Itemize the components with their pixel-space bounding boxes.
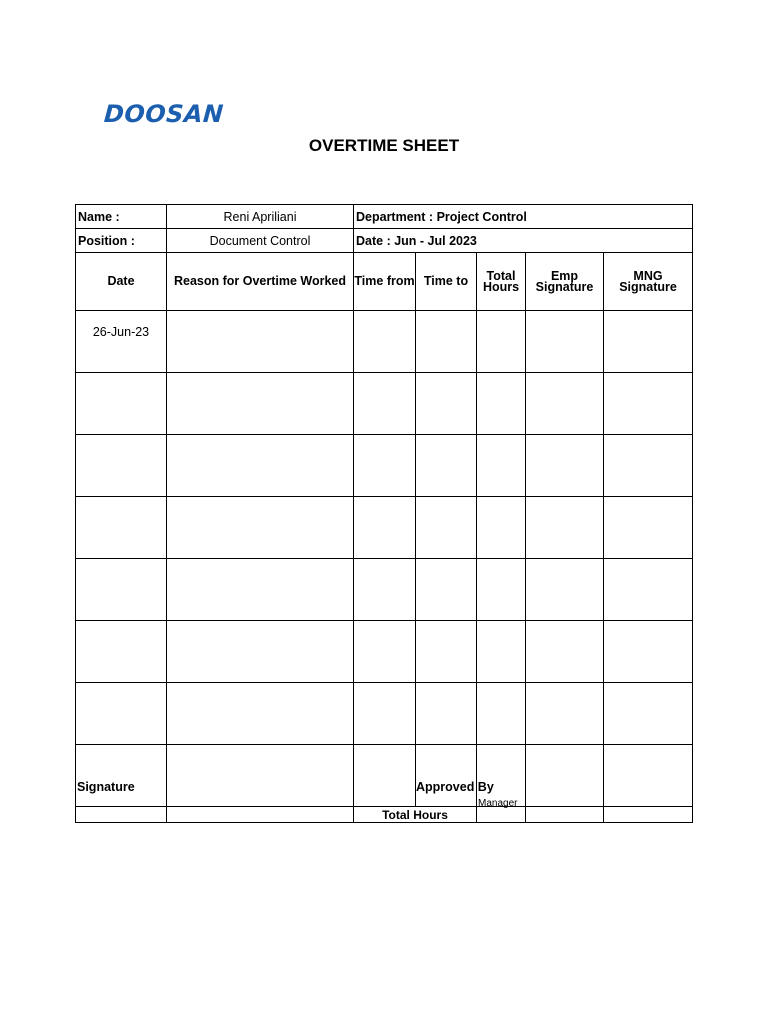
col-header-date: Date (76, 253, 167, 311)
row-reason-cell[interactable] (167, 683, 354, 745)
row-emp-signature-cell[interactable] (526, 683, 604, 745)
row-mng-signature-cell[interactable] (604, 373, 693, 435)
total-row (76, 807, 693, 823)
manager-label: Manager (478, 798, 518, 809)
row-date-cell[interactable] (76, 497, 167, 559)
row-total-hours-cell[interactable] (477, 559, 526, 621)
row-total-hours-cell[interactable] (477, 373, 526, 435)
total-row-blank-cell (76, 807, 167, 823)
total-row-blank-cell (604, 807, 693, 823)
row-reason-cell[interactable] (167, 621, 354, 683)
total-hours-label: Total Hours (354, 807, 477, 823)
row-mng-signature-cell[interactable] (604, 745, 693, 807)
page-title: OVERTIME SHEET (308, 136, 460, 155)
position-row (76, 229, 693, 253)
department-field: Department : Project Control (354, 205, 693, 229)
col-header-emp-signature: Emp Signature (526, 253, 604, 311)
row-time-to-cell[interactable] (416, 497, 477, 559)
total-row-blank-cell (167, 807, 354, 823)
row-mng-signature-cell[interactable] (604, 621, 693, 683)
row-time-to-cell[interactable] (416, 683, 477, 745)
row-emp-signature-cell[interactable] (526, 745, 604, 807)
row-emp-signature-cell[interactable] (526, 373, 604, 435)
col-header-reason: Reason for Overtime Worked (167, 253, 354, 311)
table-row (76, 435, 693, 497)
row-reason-cell[interactable] (167, 435, 354, 497)
row-reason-cell[interactable] (167, 373, 354, 435)
row-emp-signature-cell[interactable] (526, 559, 604, 621)
row-time-from-cell[interactable] (354, 745, 416, 807)
row-mng-signature-cell[interactable] (604, 683, 693, 745)
row-time-to-cell[interactable] (416, 435, 477, 497)
row-time-from-cell[interactable] (354, 621, 416, 683)
row-time-from-cell[interactable] (354, 559, 416, 621)
col-header-time-from: Time from (354, 253, 416, 311)
row-emp-signature-cell[interactable] (526, 311, 604, 373)
row-total-hours-cell[interactable] (477, 311, 526, 373)
row-mng-signature-cell[interactable] (604, 497, 693, 559)
table-row (76, 683, 693, 745)
row-reason-cell[interactable] (167, 559, 354, 621)
row-time-from-cell[interactable] (354, 497, 416, 559)
name-value: Reni Apriliani (167, 205, 354, 229)
position-label: Position : (76, 229, 167, 253)
row-total-hours-cell[interactable] (477, 621, 526, 683)
col-header-mng-signature: MNG Signature (604, 253, 693, 311)
row-emp-signature-cell[interactable] (526, 435, 604, 497)
row-time-from-cell[interactable] (354, 373, 416, 435)
row-mng-signature-cell[interactable] (604, 435, 693, 497)
name-label: Name : (76, 205, 167, 229)
row-time-to-cell[interactable] (416, 559, 477, 621)
row-reason-cell[interactable] (167, 497, 354, 559)
row-date-cell[interactable] (76, 683, 167, 745)
row-total-hours-cell[interactable] (477, 435, 526, 497)
row-date-cell[interactable]: 26-Jun-23 (76, 311, 167, 373)
row-total-hours-cell[interactable] (477, 683, 526, 745)
row-total-hours-cell[interactable] (477, 497, 526, 559)
row-emp-signature-cell[interactable] (526, 621, 604, 683)
row-reason-cell[interactable] (167, 745, 354, 807)
row-time-to-cell[interactable] (416, 621, 477, 683)
table-row (76, 559, 693, 621)
table-row (76, 373, 693, 435)
row-mng-signature-cell[interactable] (604, 311, 693, 373)
table-row (76, 497, 693, 559)
signature-label: Signature (77, 780, 135, 794)
row-time-from-cell[interactable] (354, 311, 416, 373)
row-mng-signature-cell[interactable] (604, 559, 693, 621)
row-date-cell[interactable] (76, 435, 167, 497)
doosan-logo: DOOSAN (103, 100, 225, 128)
row-time-to-cell[interactable] (416, 311, 477, 373)
date-field: Date : Jun - Jul 2023 (354, 229, 693, 253)
approved-by-label: Approved By (416, 780, 494, 794)
row-time-to-cell[interactable] (416, 745, 477, 807)
row-date-cell[interactable] (76, 559, 167, 621)
row-emp-signature-cell[interactable] (526, 497, 604, 559)
row-date-cell[interactable] (76, 373, 167, 435)
col-header-total-hours: Total Hours (477, 253, 526, 311)
row-time-from-cell[interactable] (354, 435, 416, 497)
col-header-time-to: Time to (416, 253, 477, 311)
total-row-blank-cell (526, 807, 604, 823)
row-date-cell[interactable] (76, 745, 167, 807)
table-row (76, 745, 693, 807)
table-row (76, 311, 693, 373)
position-value: Document Control (167, 229, 354, 253)
table-row (76, 621, 693, 683)
row-date-cell[interactable] (76, 621, 167, 683)
name-row (76, 205, 693, 229)
row-time-from-cell[interactable] (354, 683, 416, 745)
column-header-row (76, 253, 693, 311)
row-time-to-cell[interactable] (416, 373, 477, 435)
row-reason-cell[interactable] (167, 311, 354, 373)
overtime-table (75, 204, 693, 823)
